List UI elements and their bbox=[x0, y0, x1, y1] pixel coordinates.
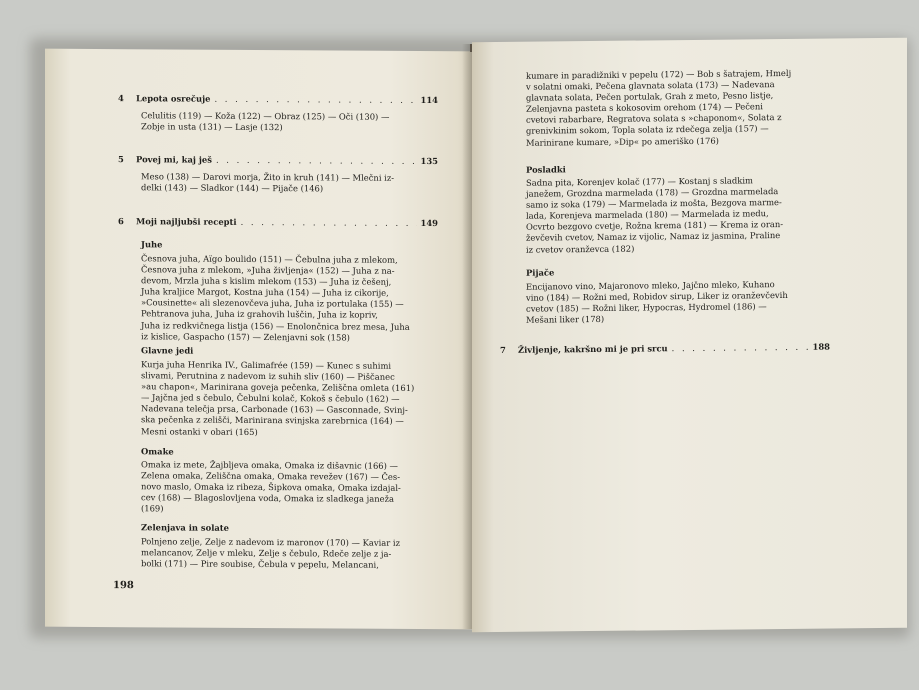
text-line: ska pečenka z zelišči, Marinirana svinjska zarebrnica (164) — bbox=[141, 414, 404, 427]
text-line: melancanov, Zelje v mleku, Zelje s čebulo, Rdeče zelje z ja- bbox=[141, 547, 392, 559]
toc-entry-7 bbox=[500, 342, 830, 355]
text-line: v solatni omaki, Pečena glavnata solata (173) — Nadevana bbox=[526, 79, 775, 92]
toc-entry-4 bbox=[118, 93, 438, 105]
text-line: iz kislice, Gaspacho (157) — Zelenjavni sok (158) bbox=[141, 330, 350, 343]
entry-number: 5 bbox=[118, 154, 124, 165]
text-line: Česnova juha z mlekom, »Juha življenja« (152) — Juha z na- bbox=[141, 264, 395, 276]
text-line: Mesni ostanki v obari (165) bbox=[141, 425, 258, 437]
section-heading-zelenjava: Zelenjava in solate bbox=[141, 522, 229, 533]
text-line: iz cvetov oranževca (182) bbox=[526, 243, 635, 255]
text-line: Sadna pita, Korenjev kolač (177) — Kostanj s sladkim bbox=[526, 175, 753, 188]
juhe-text bbox=[141, 253, 410, 343]
zelenjava-text bbox=[141, 536, 400, 571]
entry-title: Lepota osrečuje bbox=[136, 93, 211, 104]
entry-number: 7 bbox=[500, 344, 506, 355]
section-heading-juhe: Juhe bbox=[141, 239, 163, 250]
text-line: devom, Mrzla juha s kislim mlekom (153) — Juha iz češenj, bbox=[141, 275, 392, 287]
text-line: Meso (138) — Darovi morja, Žito in kruh (141) — Mlečni iz- bbox=[141, 171, 395, 183]
text-line: slivami, Perutnina z nadevom iz suhih sliv (160) — Piščanec bbox=[141, 370, 395, 382]
text-line: »Cousinette« ali slezenovčeva juha, Juha iz portulaka (155) — bbox=[141, 297, 404, 310]
section-heading-omake: Omake bbox=[141, 446, 174, 457]
glavne-text bbox=[141, 359, 414, 438]
text-line: grenivkinim sokom, Topla solata iz rdečega zelja (157) — bbox=[526, 123, 769, 137]
pijace-text bbox=[526, 279, 788, 326]
posladki-text bbox=[526, 175, 783, 255]
entry-page: 135 bbox=[420, 155, 438, 167]
text-line: Zelenjavna pasteta s kokosovim orehom (174) — Pečeni bbox=[526, 101, 763, 114]
text-line: Mešani liker (178) bbox=[526, 314, 605, 325]
dot-leader bbox=[214, 94, 416, 105]
text-line: janežem, Grozdna marmelada (178) — Grozdna marmelada bbox=[526, 186, 779, 199]
text-line: bolki (171) — Pire soubise, Čebula v pepelu, Melancani, bbox=[141, 558, 379, 570]
entry-number: 4 bbox=[118, 93, 124, 104]
lepota-subentries bbox=[141, 110, 389, 134]
right-page bbox=[472, 38, 907, 633]
text-line: Kurja juha Henrika IV., Galimafrée (159) — Kunec s suhimi bbox=[141, 359, 392, 371]
text-line: Juha kraljice Margot, Kostna juha (154) — Juha iz cikorije, bbox=[141, 286, 389, 299]
entry-title: Povej mi, kaj ješ bbox=[136, 154, 212, 165]
text-line: Marinirane kumare, »Dip« po ameriško (176) bbox=[526, 135, 719, 148]
section-heading-pijace: Pijače bbox=[526, 267, 555, 278]
dot-leader bbox=[241, 217, 417, 228]
text-line: ževčevih cvetov, Namaz iz vijolic, Namaz iz jasmina, Praline bbox=[526, 230, 781, 244]
text-line: Ocvrto bezgovo cvetje, Rožna krema (181) — Krema iz oran- bbox=[526, 219, 784, 233]
toc-entry-6 bbox=[118, 216, 438, 228]
text-line: (169) bbox=[141, 503, 164, 514]
text-line: cvetovi rabarbare, Regratova solata s »chaponom«, Solata z bbox=[526, 112, 782, 126]
text-line: Encijanovo vino, Majaronovo mleko, Jajčno mleko, Kuhano bbox=[526, 279, 775, 292]
text-line: Zelena omaka, Zeliščna omaka, Omaka revežev (167) — Čes- bbox=[141, 470, 401, 482]
text-line: vino (184) — Rožni med, Robidov sirup, Liker iz oranževčevih bbox=[526, 290, 788, 303]
entry-page: 188 bbox=[812, 341, 830, 352]
text-line: Česnova juha, Aïgo boulido (151) — Čebulna juha z mlekom, bbox=[141, 253, 398, 265]
entry-title: Življenje, kakršno mi je pri srcu bbox=[518, 343, 668, 355]
text-line: Pehtranova juha, Juha iz grahovih luščin, Juha iz kopriv, bbox=[141, 308, 378, 321]
entry-page: 114 bbox=[420, 94, 438, 106]
text-line: Polnjeno zelje, Zelje z nadevom iz maronov (170) — Kaviar iz bbox=[141, 536, 401, 548]
text-line: Nadevana telečja prsa, Carbonade (163) — Gasconnade, Svinj- bbox=[141, 403, 408, 416]
text-line: Juha iz redkvičnega listja (156) — Enolončnica brez mesa, Juha bbox=[141, 319, 410, 332]
text-line: Zobje in usta (131) — Lasje (132) bbox=[141, 121, 283, 133]
section-heading-glavne-jedi: Glavne jedi bbox=[141, 345, 194, 356]
page-number: 198 bbox=[113, 580, 134, 592]
text-line: novo maslo, Omaka iz ribeza, Šipkova omaka, Omaka izdajal- bbox=[141, 481, 401, 494]
text-line: cev (168) — Blagoslovljena voda, Omaka iz sladkega janeža bbox=[141, 492, 394, 505]
text-line: delki (143) — Sladkor (144) — Pijače (146) bbox=[141, 182, 324, 194]
text-line: lada, Korenjeva marmelada (180) — Marmelada iz medu, bbox=[526, 208, 769, 221]
text-line: — Jajčna jed s čebulo, Čebulni kolač, Kokoš s čebulo (162) — bbox=[141, 392, 400, 405]
omake-text bbox=[141, 459, 401, 516]
dot-leader bbox=[216, 155, 417, 166]
text-line: kumare in paradižniki v pepelu (172) — Bob s šatrajem, Hmelj bbox=[526, 67, 792, 81]
dot-leader bbox=[672, 342, 809, 353]
text-line: cvetov (185) — Rožni liker, Hypocras, Hydromel (186) — bbox=[526, 301, 767, 314]
text-line: glavnata solata, Pečen portulak, Grah z meto, Pesno listje, bbox=[526, 90, 774, 103]
povej-subentries bbox=[141, 171, 394, 195]
text-line: Omaka iz mete, Žajbljeva omaka, Omaka iz dišavnic (166) — bbox=[141, 459, 398, 471]
toc-entry-5 bbox=[118, 154, 438, 166]
section-heading-posladki: Posladki bbox=[526, 164, 566, 175]
text-line: »au chapon«, Marinirana goveja pečenka, Zeliščna omleta (161) bbox=[141, 381, 415, 394]
text-line: Celulitis (119) — Koža (122) — Obraz (125) — Oči (130) — bbox=[141, 110, 390, 122]
left-page bbox=[45, 49, 475, 630]
entry-page: 149 bbox=[420, 217, 438, 229]
entry-number: 6 bbox=[118, 216, 124, 227]
entry-title: Moji najljubši recepti bbox=[136, 216, 237, 227]
text-line: samo iz soka (179) — Marmelada iz mošta, Bezgova marme- bbox=[526, 197, 782, 210]
continued-text bbox=[526, 68, 791, 148]
